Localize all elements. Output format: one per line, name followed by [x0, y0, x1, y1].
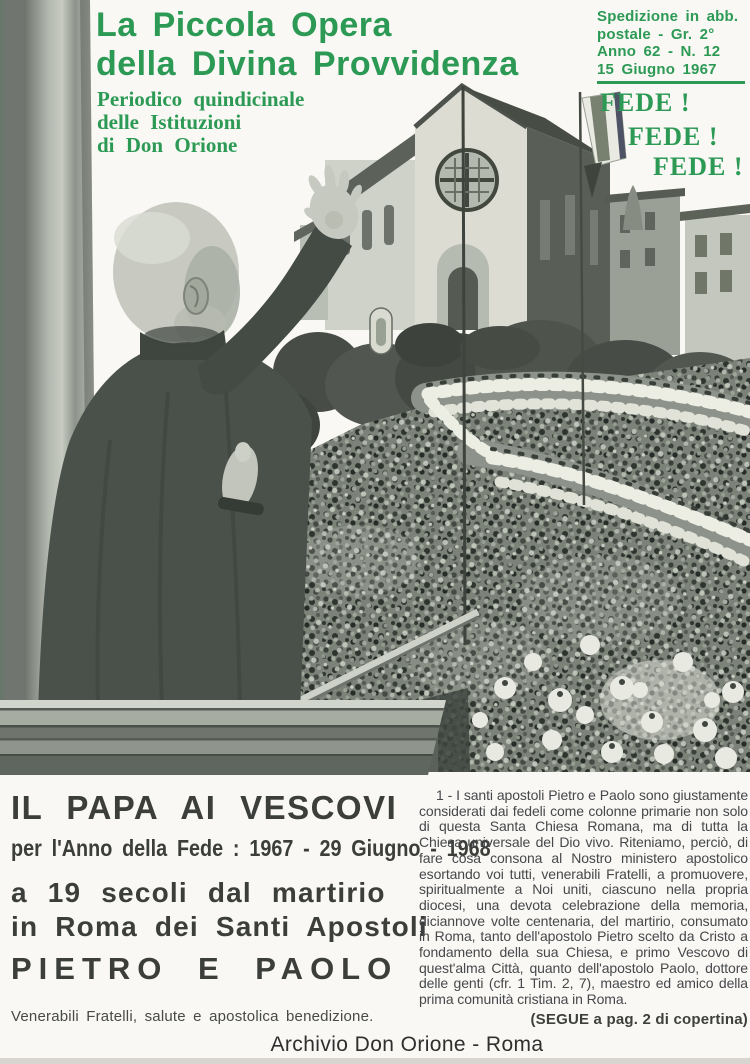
article-paragraph: 1 - I santi apostoli Pietro e Paolo sono giustamente considerati dai fedeli come colonne primarie non solo di questa Santa Chiesa Romana, ma di tutta la Chiesa universale del Dio vivo. Riteniamo, perciò, di fare cosa consona al Nostro ministero apostolico esortando voi tutti, venerabili Fratelli, a promuovere, spiritualmente a Noi uniti, ciascuno nella propria diocesi, una devota celebrazione della memoria, diciannove volte centenaria, del martirio, consumato in Roma, tanto dell'apostolo Pietro scelto da Cristo a fondamento della sua Chiesa, e primo Vescovo di quest'alma Città, quanto dell'apostolo Paolo, dottore delle genti (cfr. 1 Tim. 2, 7), maestro ed amico della prima comunità cristiana in Roma.: [419, 787, 748, 1008]
subtitle-line: di Don Orione: [97, 133, 238, 157]
mailing-divider: [597, 81, 745, 84]
masthead-title-line2: della Divina Provvidenza: [96, 45, 519, 83]
mailing-info: [597, 8, 738, 78]
subtitle-line: Periodico quindicinale: [97, 87, 305, 111]
headline-line1: IL PAPA AI VESCOVI: [11, 789, 398, 826]
street-buildings: [605, 185, 750, 365]
subtitle-line: delle Istituzioni: [97, 110, 242, 134]
mailing-line: Anno 62 - N. 12: [597, 43, 721, 60]
slogan-fede-1: FEDE !: [600, 88, 691, 117]
ear: [184, 278, 208, 314]
headline-line2: per l'Anno della Fede : 1967 - 29 Giugno - 1968: [11, 835, 491, 861]
mailing-line: 15 Giugno 1967: [597, 60, 717, 78]
headline-line3: a 19 secoli dal martirio: [11, 877, 386, 908]
headline-line5: PIETRO E PAOLO: [11, 951, 399, 986]
article-continuation: (SEGUE a pag. 2 di copertina): [530, 1010, 748, 1028]
slogan-fede-3: FEDE !: [653, 152, 744, 181]
masthead-subtitle: [97, 88, 304, 157]
salutation: Venerabili Fratelli, salute e apostolica benedizione.: [11, 1008, 374, 1025]
shrine: [370, 308, 392, 354]
balcony-parapet: [0, 700, 450, 775]
scan-edge: [0, 1058, 750, 1064]
mailing-line: postale - Gr. 2°: [597, 25, 715, 43]
slogan-fede-2: FEDE !: [628, 122, 719, 151]
mailing-line: Spedizione in abb.: [597, 8, 739, 25]
article-column: [419, 788, 748, 1028]
masthead-title: [96, 6, 519, 84]
masthead-title-line1: La Piccola Opera: [96, 6, 392, 44]
headline-line4: in Roma dei Santi Apostoli: [11, 911, 428, 942]
archive-watermark: Archivio Don Orione - Roma: [270, 1033, 544, 1056]
